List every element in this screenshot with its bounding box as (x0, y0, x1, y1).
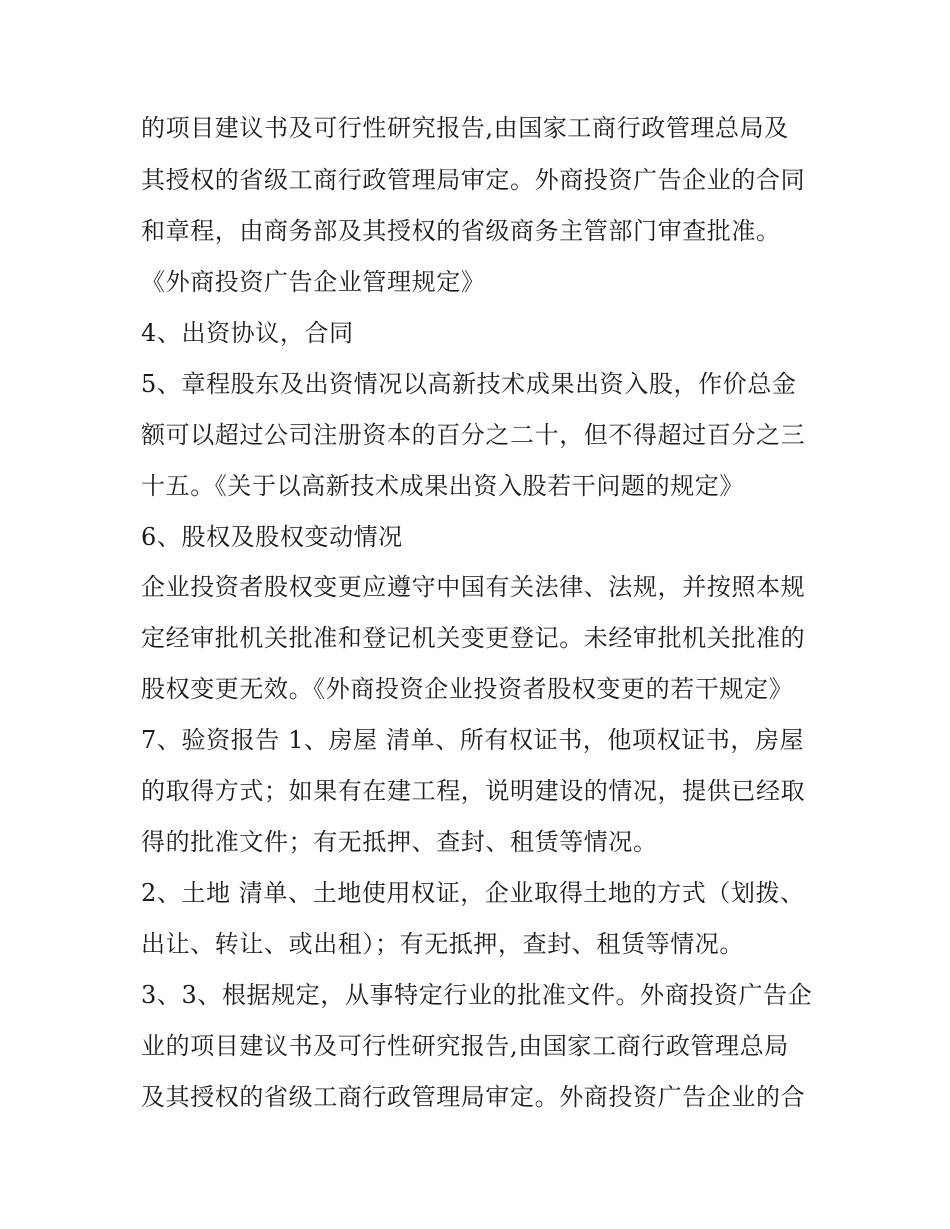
text-line: 额可以超过公司注册资本的百分之二十，但不得超过百分之三 (141, 421, 806, 449)
text-line: 7、验资报告 1、房屋 清单、所有权证书，他项权证书，房屋 (141, 726, 805, 754)
text-line: 《外商投资广告企业管理规定》 (141, 268, 486, 296)
text-line: 2、土地 清单、土地使用权证，企业取得土地的方式（划拨、 (141, 879, 805, 907)
text-line: 3、3、根据规定，从事特定行业的批准文件。外商投资广告企 (141, 981, 813, 1009)
text-line: 的项目建议书及可行性研究报告,由国家工商行政管理总局及 (141, 114, 789, 142)
text-line: 得的批准文件；有无抵押、查封、租赁等情况。 (141, 828, 658, 856)
text-line: 4、出资协议，合同 (141, 319, 354, 347)
text-line: 5、章程股东及出资情况以高新技术成果出资入股，作价总金 (141, 370, 797, 398)
text-line: 十五。《关于以高新技术成果出资入股若干问题的规定》 (141, 472, 744, 500)
text-line: 的取得方式；如果有在建工程，说明建设的情况，提供已经取 (141, 777, 806, 805)
text-line: 企业投资者股权变更应遵守中国有关法律、法规，并按照本规 (141, 573, 806, 601)
text-line: 股权变更无效。《外商投资企业投资者股权变更的若干规定》 (141, 675, 794, 703)
text-line: 及其授权的省级工商行政管理局审定。外商投资广告企业的合 (141, 1083, 806, 1111)
text-line: 定经审批机关批准和登记机关变更登记。未经审批机关批准的 (141, 624, 806, 652)
text-line: 其授权的省级工商行政管理局审定。外商投资广告企业的合同 (141, 166, 806, 194)
text-line: 和章程，由商务部及其授权的省级商务主管部门审查批准。 (141, 217, 781, 245)
text-line: 业的项目建议书及可行性研究报告,由国家工商行政管理总局 (141, 1032, 789, 1060)
text-line: 6、股权及股权变动情况 (141, 523, 403, 551)
text-line: 出让、转让、或出租）；有无抵押，查封、租赁等情况。 (141, 930, 744, 958)
